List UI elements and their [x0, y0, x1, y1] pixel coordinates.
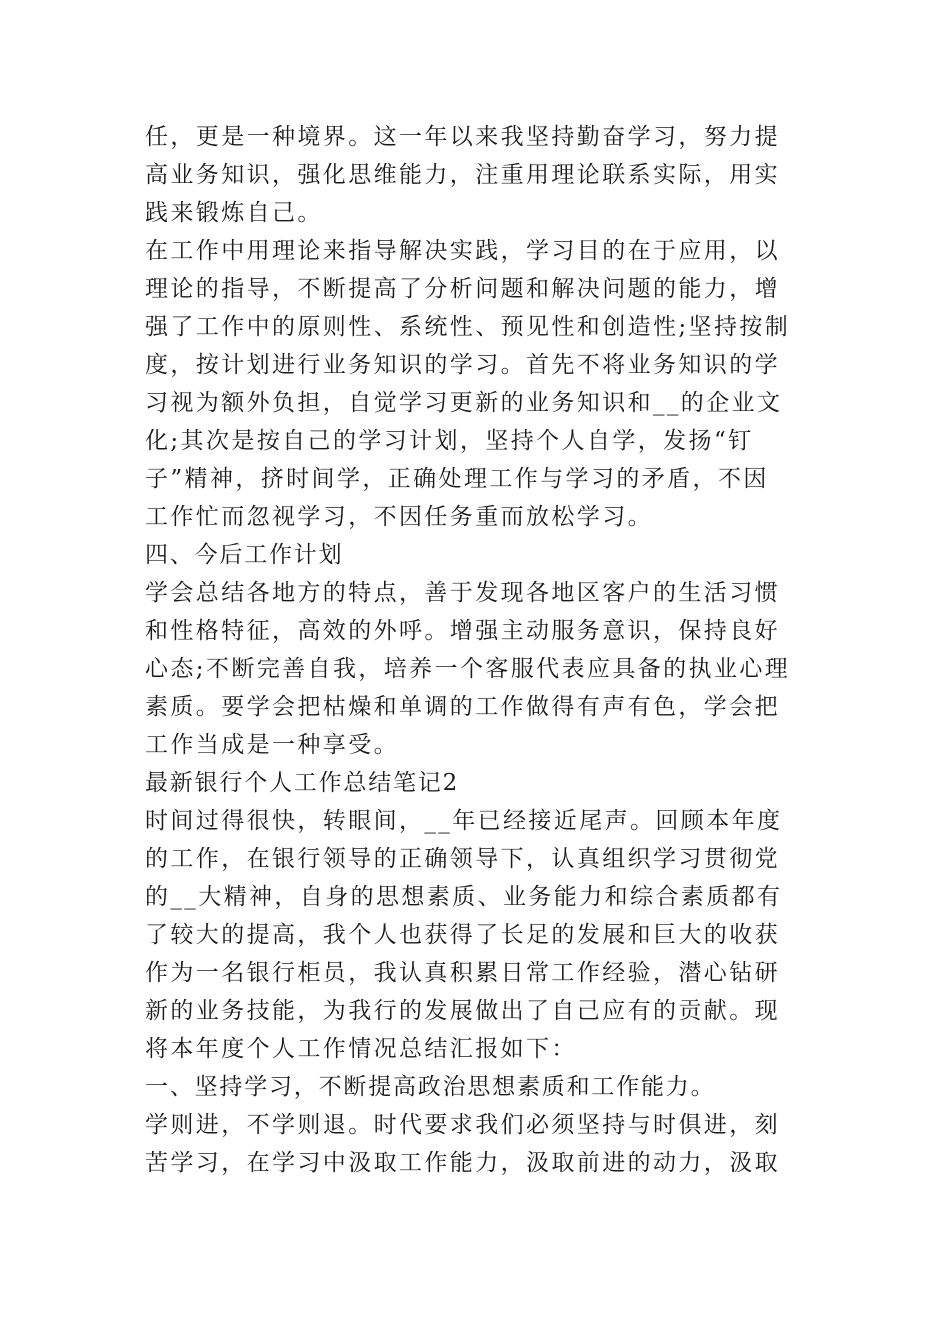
text-line: 苦学习，在学习中汲取工作能力，汲取前进的动力，汲取: [145, 1150, 780, 1176]
text-line: 时间过得很快，转眼间，__年已经接近尾声。回顾本年度: [145, 808, 783, 834]
text-line: 了较大的提高，我个人也获得了长足的发展和巨大的收获: [145, 922, 780, 948]
section-heading: 一、坚持学习，不断提高政治思想素质和工作能力。: [145, 1074, 716, 1100]
section-heading: 四、今后工作计划: [145, 542, 344, 568]
text-line: 在工作中用理论来指导解决实践，学习目的在于应用，以: [145, 238, 780, 264]
text-line: 和性格特征，高效的外呼。增强主动服务意识，保持良好: [145, 618, 780, 644]
text-line: 强了工作中的原则性、系统性、预见性和创造性;坚持按制: [145, 314, 791, 340]
text-line: 学则进，不学则退。时代要求我们必须坚持与时俱进，刻: [145, 1112, 780, 1138]
text-line: 子”精神，挤时间学，正确处理工作与学习的矛盾，不因: [145, 466, 769, 492]
text-line: 将本年度个人工作情况总结汇报如下：: [145, 1036, 577, 1062]
text-line: 习视为额外负担，自觉学习更新的业务知识和__的企业文: [145, 390, 783, 416]
text-line: 工作当成是一种享受。: [145, 732, 399, 758]
text-line: 素质。要学会把枯燥和单调的工作做得有声有色，学会把: [145, 694, 780, 720]
text-line: 任，更是一种境界。这一年以来我坚持勤奋学习，努力提: [145, 124, 780, 150]
text-line: 的__大精神，自身的思想素质、业务能力和综合素质都有: [145, 884, 783, 910]
text-line: 度，按计划进行业务知识的学习。首先不将业务知识的学: [145, 352, 780, 378]
text-line: 践来锻炼自己。: [145, 200, 323, 226]
text-line: 作为一名银行柜员，我认真积累日常工作经验，潜心钻研: [145, 960, 780, 986]
text-line: 高业务知识，强化思维能力，注重用理论联系实际，用实: [145, 162, 780, 188]
text-line: 理论的指导，不断提高了分析问题和解决问题的能力，增: [145, 276, 780, 302]
document-body: [145, 118, 807, 1182]
text-line: 学会总结各地方的特点，善于发现各地区客户的生活习惯: [145, 580, 780, 606]
text-line: 新的业务技能，为我行的发展做出了自己应有的贡献。现: [145, 998, 780, 1024]
text-line: 的工作，在银行领导的正确领导下，认真组织学习贯彻党: [145, 846, 780, 872]
article-title: 最新银行个人工作总结笔记2: [145, 770, 460, 796]
text-line: 化;其次是按自己的学习计划，坚持个人自学，发扬“钉: [145, 428, 754, 454]
text-line: 心态;不断完善自我，培养一个客服代表应具备的执业心理: [145, 656, 791, 682]
text-line: 工作忙而忽视学习，不因任务重而放松学习。: [145, 504, 653, 530]
